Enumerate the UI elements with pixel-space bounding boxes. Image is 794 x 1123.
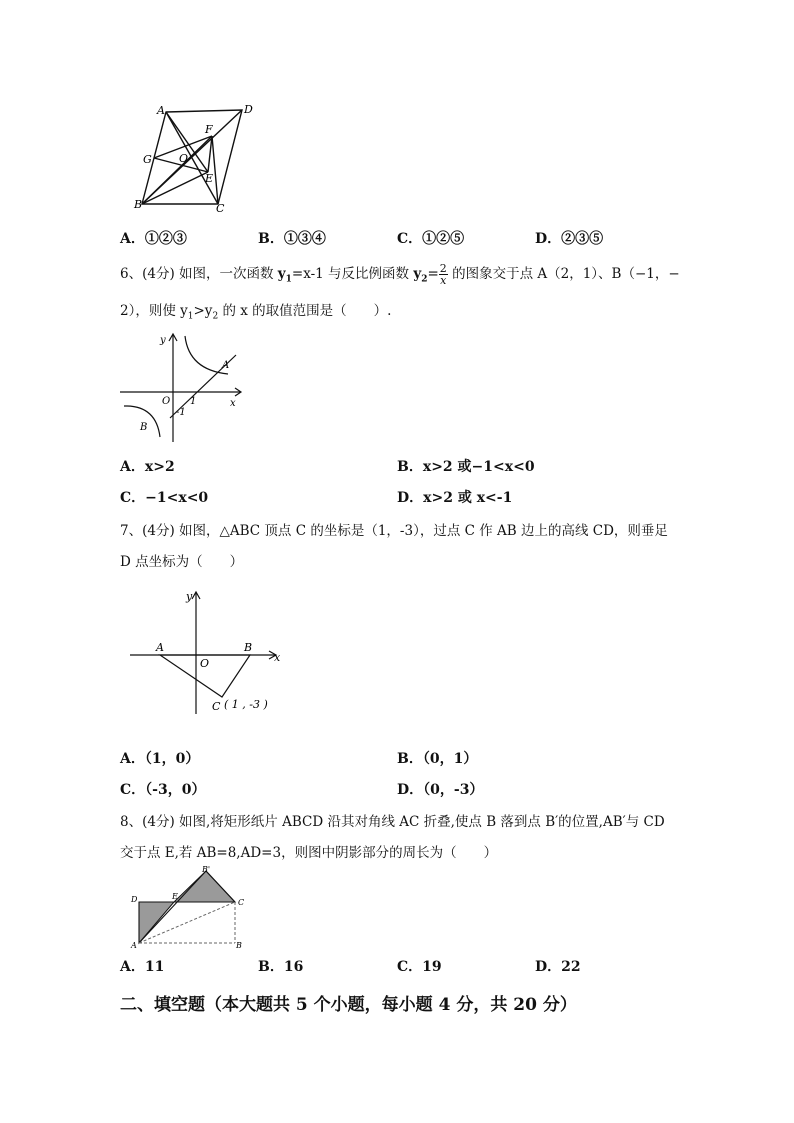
- q5-label-G: G: [143, 153, 152, 166]
- q7-stem-line2: D 点坐标为（ ）: [120, 554, 244, 570]
- q7-point-A-label: A: [156, 641, 164, 654]
- q7-point-C-label: C: [212, 700, 221, 713]
- q7-point-B-label: B: [244, 641, 253, 654]
- option-text: ②③⑤: [561, 231, 604, 247]
- q8-label-A: A: [131, 941, 137, 950]
- option-text: x>2: [144, 459, 175, 475]
- option-letter: A．: [120, 751, 145, 767]
- option-text: ①②③: [144, 231, 187, 247]
- q6-origin-label: O: [162, 396, 171, 407]
- option-text: ①③④: [283, 231, 326, 247]
- q7-option-c[interactable]: [120, 779, 205, 799]
- option-letter: D．: [535, 959, 562, 975]
- option-text: 19: [422, 959, 442, 975]
- option-letter: C．: [120, 782, 146, 798]
- q5-option-c[interactable]: [397, 228, 464, 248]
- option-letter: D．: [535, 231, 562, 247]
- option-letter: D．: [397, 490, 424, 506]
- q5-option-d[interactable]: [535, 228, 603, 248]
- q7-stem-line1: 7、(4分) 如图，△ABC 顶点 C 的坐标是（1，-3），过点 C 作 AB 边上的高线 CD，则垂足: [120, 523, 668, 539]
- option-text: 11: [144, 959, 165, 975]
- q8-option-b[interactable]: [258, 956, 303, 976]
- q5-option-b[interactable]: [258, 228, 326, 248]
- q6-point-A-label: A: [222, 360, 230, 371]
- q5-label-O: O: [179, 152, 189, 165]
- q5-label-A: A: [157, 104, 165, 117]
- option-text: x>2 或 x<-1: [423, 490, 513, 506]
- q6-stem-line2: 2），则使 $y_1>y_2$ 的 x 的取值范围是（ ）.: [120, 303, 392, 322]
- q8-label-B: B: [236, 941, 242, 950]
- fraction-2-over-x: $\frac{2}{x}$: [439, 262, 447, 287]
- q8-folded-rectangle-figure: [128, 866, 253, 951]
- q8-label-C: C: [238, 898, 245, 907]
- option-text: x>2 或−1<x<0: [422, 459, 535, 475]
- option-letter: D．: [397, 782, 424, 798]
- option-text: 22: [561, 959, 581, 975]
- q8-stem-line2: 交于点 E,若 AB=8,AD=3，则图中阴影部分的周长为（ ）: [120, 845, 498, 861]
- q6-tick-1: 1: [190, 396, 197, 407]
- option-letter: B．: [258, 231, 284, 247]
- option-text: ①②⑤: [422, 231, 465, 247]
- q8-stem-line1: 8、(4分) 如图,将矩形纸片 ABCD 沿其对角线 AC 折叠,使点 B 落到点 B′的位置,AB′与 CD: [120, 814, 665, 830]
- q6-option-c[interactable]: [120, 487, 208, 507]
- q6-tick-minus-1: -1: [176, 407, 186, 418]
- q7-option-d[interactable]: [397, 779, 483, 799]
- option-letter: A．: [120, 231, 145, 247]
- q8-option-d[interactable]: [535, 956, 581, 976]
- q8-option-a[interactable]: [120, 956, 164, 976]
- option-letter: B．: [258, 959, 284, 975]
- q7-origin-label: O: [200, 657, 210, 670]
- q5-label-F: F: [205, 123, 213, 136]
- q6-point-B-label: B: [140, 422, 148, 433]
- option-text: （-3，0）: [145, 782, 206, 798]
- option-letter: A．: [120, 459, 145, 475]
- option-letter: C．: [397, 959, 423, 975]
- option-letter: A．: [120, 959, 145, 975]
- q7-point-C-coordinates: ( 1 , -3 ): [224, 698, 268, 711]
- q7-axis-y-label: y: [186, 590, 193, 603]
- q5-parallelogram-figure: [130, 100, 260, 215]
- q7-option-a[interactable]: [120, 748, 199, 768]
- q7-triangle-figure: [128, 586, 288, 716]
- q7-option-b[interactable]: [397, 748, 477, 768]
- q5-option-a[interactable]: [120, 228, 187, 248]
- option-letter: B．: [397, 751, 423, 767]
- option-text: −1<x<0: [145, 490, 209, 506]
- q6-option-d[interactable]: [397, 487, 512, 507]
- q6-axis-y-label: y: [160, 335, 166, 346]
- option-letter: C．: [120, 490, 146, 506]
- q8-option-c[interactable]: [397, 956, 442, 976]
- q6-option-a[interactable]: [120, 456, 175, 476]
- section-heading-fill-in-blank: 二、填空题（本大题共 5 个小题，每小题 4 分，共 20 分）: [120, 995, 577, 1015]
- q8-label-B-prime: B': [202, 866, 211, 874]
- option-letter: C．: [397, 231, 423, 247]
- q5-label-D: D: [244, 103, 253, 116]
- option-letter: B．: [397, 459, 423, 475]
- q8-label-E: E: [172, 892, 178, 901]
- q6-option-b[interactable]: [397, 456, 535, 476]
- option-text: 16: [283, 959, 304, 975]
- option-text: （1，0）: [144, 751, 200, 767]
- q8-label-D: D: [131, 895, 138, 904]
- q5-label-C: C: [216, 202, 225, 215]
- q6-axis-x-label: x: [230, 398, 236, 409]
- q5-label-B: B: [134, 198, 143, 211]
- q7-axis-x-label: x: [274, 651, 281, 664]
- q5-label-E: E: [205, 172, 214, 185]
- q6-stem-line1: 6、(4分) 如图，一次函数 $y_1=x-1$ 与反比例函数 $y_2=$ $\frac{2}{x}$ 的图象交于点 A（2，1）、B（−1，−: [120, 262, 680, 287]
- q6-function-graph: [118, 330, 248, 445]
- option-text: （0，1）: [422, 751, 478, 767]
- option-text: （0，-3）: [423, 782, 484, 798]
